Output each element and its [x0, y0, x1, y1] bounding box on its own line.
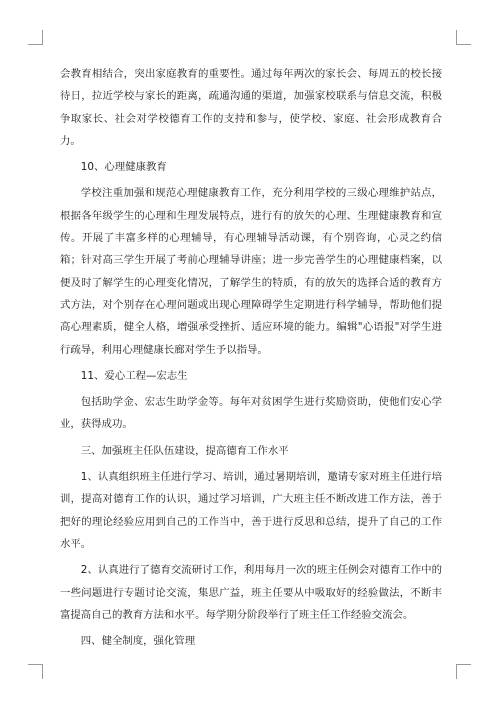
- section-heading-10: 10、心理健康教育: [80, 161, 167, 174]
- paragraph-aid: 包括助学金、宏志生助学金等。每年对贫困学生进行奖励资助，使他们安心学业，获得成功。: [60, 396, 442, 431]
- paragraph-continuation: 会教育相结合，突出家庭教育的重要性。通过每年两次的家长会、每周五的校长接待日，拉近学校与家长的距离，疏通沟通的渠道，加强家校联系与信息交流，积极争取家长、社会对学校德育工作的支持和参与，使学校、家庭、社会形成教育合力。: [60, 68, 442, 147]
- section-heading-4: 四、健全制度，强化管理: [80, 635, 196, 648]
- paragraph-mental-health: 学校注重加强和规范心理健康教育工作，充分利用学校的三级心理维护站点，根据各年级学生的心理和生理发展特点，进行有的放矢的心理、生理健康教育和宣传。开展了丰富多样的心理辅导，有心理辅导活动课，有个别咨询，心灵之约信箱；针对高三学生开展了考前心理辅导讲座；进一步完善学生的心理健康档案，以便及时了解学生的心理变化情况，了解学生的特质，有的放矢的选择合适的教育方式方法，对个别存在心理问题或出现心理障碍学生定期进行科学辅导，帮助他们提高心理素质，健全人格，增强承受挫折、适应环境的能力。编辑"心语报"对学生进行疏导，利用心理健康长廊对学生予以指导。: [60, 187, 442, 356]
- paragraph-exchange: 2、认真进行了德育交流研讨工作，利用每月一次的班主任例会对德育工作中的一些问题进行专题讨论交流，集思广益，班主任要从中吸取好的经验做法，不断丰富提高自己的教育方法和水平。每学期分阶段举行了班主任工作经验交流会。: [60, 564, 442, 621]
- paragraph-training: 1、认真组织班主任进行学习、培训，通过暑期培训，邀请专家对班主任进行培训，提高对德育工作的认识，通过学习培训，广大班主任不断改进工作方法，善于把好的理论经验应用到自己的工作当中，善于进行反思和总结，提升了自己的工作水平。: [60, 471, 442, 550]
- crop-mark-bottom-left: [28, 664, 43, 679]
- document-body: [60, 63, 442, 656]
- crop-mark-top-right: [456, 30, 471, 45]
- crop-mark-bottom-right: [456, 664, 471, 679]
- section-heading-3: 三、加强班主任队伍建设，提高德育工作水平: [80, 444, 289, 457]
- section-heading-11: 11、爱心工程—宏志生: [80, 369, 188, 382]
- crop-mark-top-left: [28, 30, 43, 45]
